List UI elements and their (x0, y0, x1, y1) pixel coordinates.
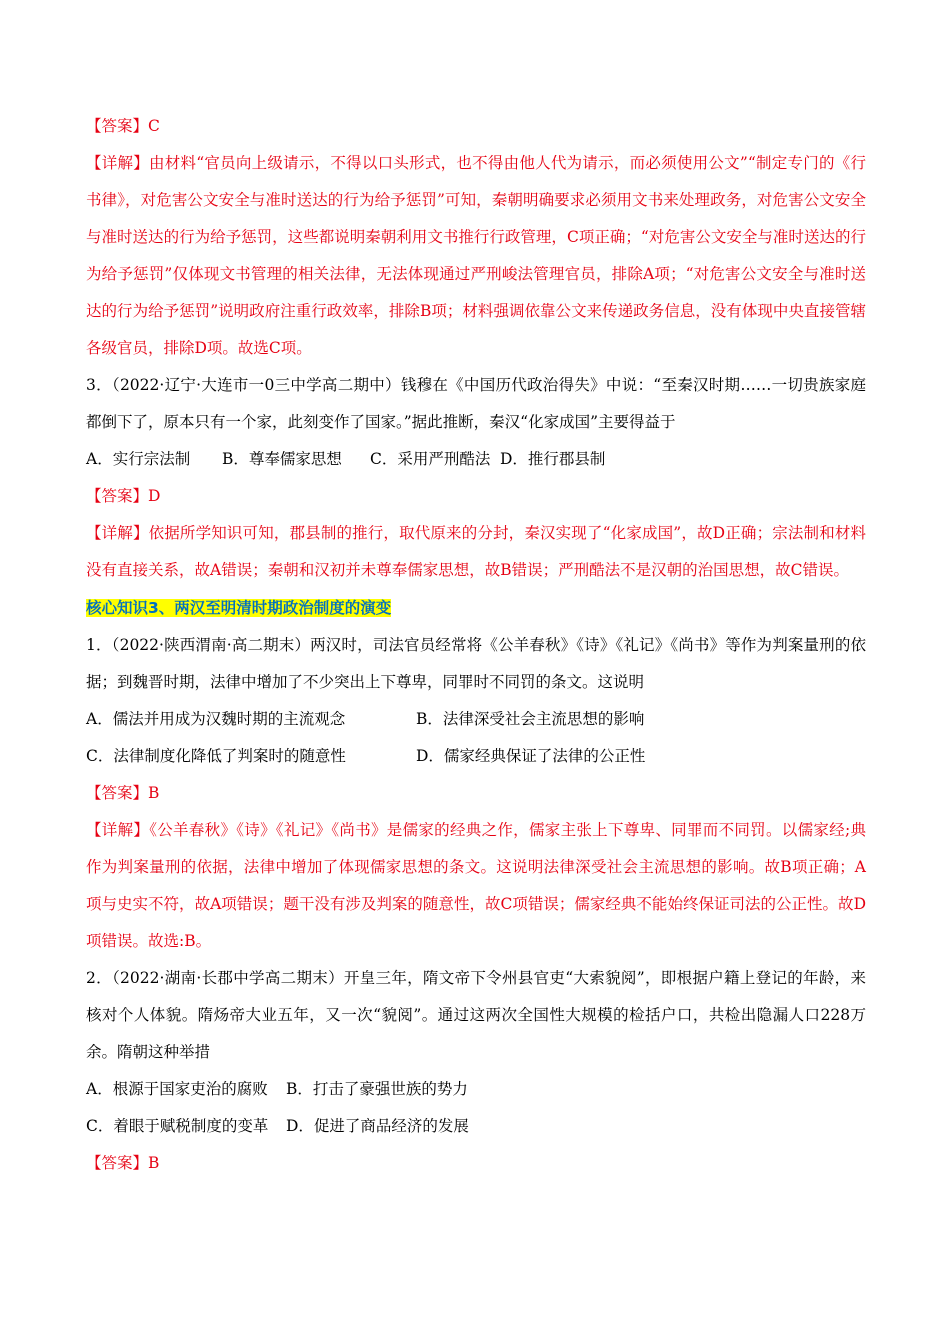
question-1-options-row-2 (86, 738, 866, 775)
option-d: D．推行郡县制 (500, 450, 606, 468)
explanation-paragraph: 【详解】依据所学知识可知，郡县制的推行，取代原来的分封，秦汉实现了“化家成国”，故D正确；宗法制和材料没有直接关系，故A错误；秦朝和汉初并未尊奉儒家思想，故B错误；严刑酷法不是汉朝的治国思想，故C错误。 (86, 524, 866, 579)
question-2: 2．（2022·湖南·长郡中学高二期末）开皇三年，隋文帝下令州县官吏“大索貌阅”，即根据户籍上登记的年龄，来核对个人体貌。隋炀帝大业五年，又一次“貌阅”。通过这两次全国性大规模的检括户口，共检出隐漏人口228万余。隋朝这种举措 (86, 969, 866, 1061)
question-2-options-row-1 (86, 1071, 866, 1108)
option-c: C．采用严刑酷法 (370, 450, 491, 468)
option-d: D．促进了商品经济的发展 (286, 1117, 469, 1135)
option-d: D．儒家经典保证了法律的公正性 (416, 747, 646, 765)
answer-line: 【答案】D (86, 487, 161, 505)
option-a: A．儒法并用成为汉魏时期的主流观念 (86, 710, 346, 728)
document-page (86, 108, 866, 1182)
question-3: 3．（2022·辽宁·大连市一0三中学高二期中）钱穆在《中国历代政治得失》中说：“至秦汉时期……一切贵族家庭都倒下了，原本只有一个家，此刻变作了国家。”据此推断，秦汉“化家成国”主要得益于 (86, 376, 866, 431)
option-c: C．法律制度化降低了判案时的随意性 (86, 747, 346, 765)
option-c: C．着眼于赋税制度的变革 (86, 1117, 269, 1135)
answer-line: 【答案】C (86, 117, 160, 135)
section-heading-text: 核心知识3、两汉至明清时期政治制度的演变 (86, 599, 392, 617)
explanation-paragraph: 【详解】《公羊春秋》《诗》《礼记》《尚书》是儒家的经典之作，儒家主张上下尊卑、同罪而不同罚。以儒家经;典作为判案量刑的依据，法律中增加了体现儒家思想的条文。这说明法律深受社会主流思想的影响。故B项正确；A项与史实不符，故A项错误；题干没有涉及判案的随意性，故C项错误；儒家经典不能始终保证司法的公正性。故D项错误。故选:B。 (86, 821, 866, 950)
option-a: A．根源于国家吏治的腐败 (86, 1080, 268, 1098)
explanation-paragraph: 【详解】由材料“官员向上级请示，不得以口头形式，也不得由他人代为请示，而必须使用公文”“制定专门的《行书律》，对危害公文安全与准时送达的行为给予惩罚”可知，秦朝明确要求必须用文书来处理政务，对危害公文安全与准时送达的行为给予惩罚，这些都说明秦朝利用文书推行行政管理，C项正确；“对危害公文安全与准时送达的行为给予惩罚”仅体现文书管理的相关法律，无法体现通过严刑峻法管理官员，排除A项；“对危害公文安全与准时送达的行为给予惩罚”说明政府注重行政效率，排除B项；材料强调依靠公文来传递政务信息，没有体现中央直接管辖各级官员，排除D项。故选C项。 (86, 154, 866, 357)
question-2-options-row-2 (86, 1108, 866, 1145)
question-3-options (86, 441, 866, 478)
question-1-options-row-1 (86, 701, 866, 738)
section-heading (86, 589, 866, 627)
option-a: A．实行宗法制 (86, 450, 191, 468)
option-b: B．法律深受社会主流思想的影响 (416, 710, 645, 728)
answer-line: 【答案】B (86, 1154, 160, 1172)
option-b: B．尊奉儒家思想 (222, 450, 342, 468)
option-b: B．打击了豪强世族的势力 (286, 1080, 468, 1098)
answer-line: 【答案】B (86, 784, 160, 802)
question-1: 1．（2022·陕西渭南·高二期末）两汉时，司法官员经常将《公羊春秋》《诗》《礼记》《尚书》等作为判案量刑的依据；到魏晋时期，法律中增加了不少突出上下尊卑，同罪时不同罚的条文。这说明 (86, 636, 866, 691)
